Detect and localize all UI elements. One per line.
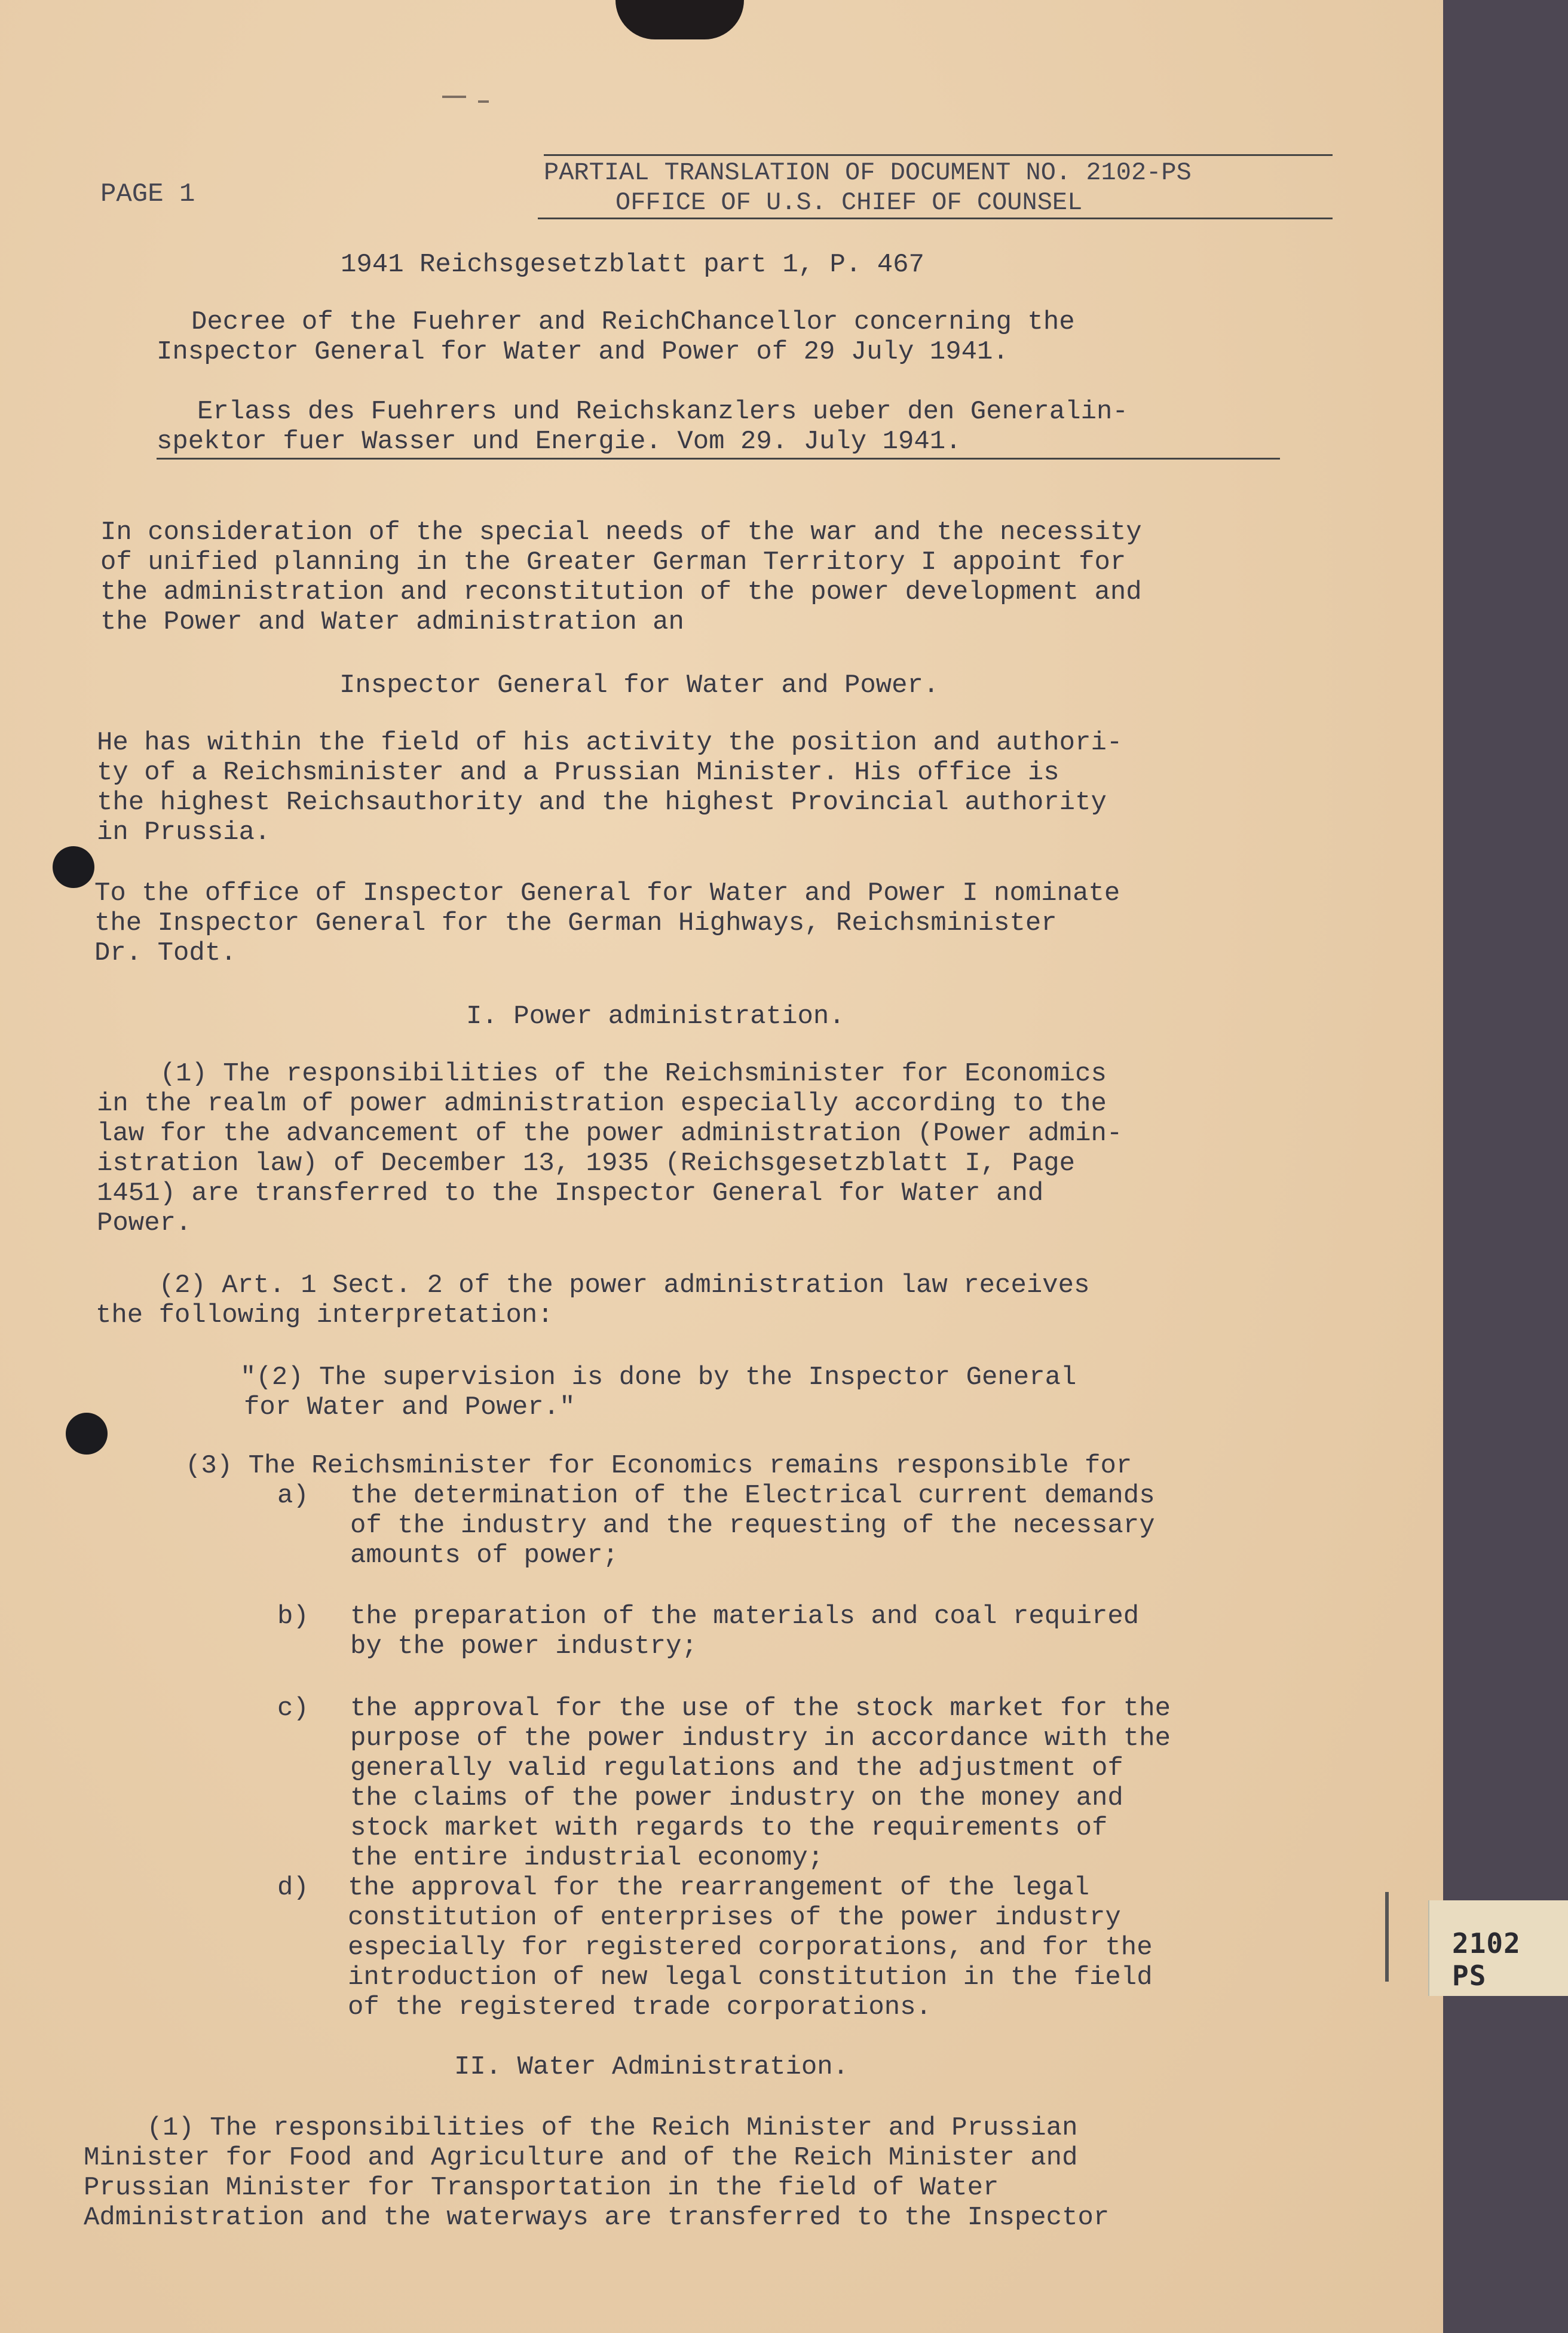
quote-line: for Water and Power." [244,1392,575,1422]
item-line: the approval for the use of the stock market for the [350,1694,1171,1723]
power-paragraph-3-intro: (3) The Reichsminister for Economics remains responsible for [185,1451,1132,1481]
paragraph-line: (1) The responsibilities of the Reichsminister for Economics [97,1059,1107,1089]
item-line: stock market with regards to the requirements of [350,1813,1108,1843]
paragraph-line: Administration and the waterways are transferred to the Inspector [84,2203,1110,2233]
office-title: OFFICE OF U.S. CHIEF OF COUNSEL [615,188,1083,217]
item-line: the approval for the rearrangement of the legal [348,1873,1090,1903]
item-line: the determination of the Electrical current demands [350,1481,1155,1511]
item-line: of the industry and the requesting of the necessary [350,1511,1155,1541]
paragraph-line: of unified planning in the Greater German Territory I appoint for [100,547,1126,577]
paragraph-line: the following interpretation: [96,1300,553,1330]
paragraph-line: the Inspector General for the German Highways, Reichsminister [94,908,1057,938]
item-letter: b) [277,1602,309,1631]
item-line: the preparation of the materials and coal required [350,1602,1140,1631]
margin-bracket [1385,1892,1389,1982]
paragraph-line: Power. [97,1208,192,1238]
german-title-line: Erlass des Fuehrers und Reichskanzlers ueber den Generalin- [197,397,1128,427]
tab-label: 2102 PS [1452,1927,1521,1992]
item-line: of the registered trade corporations. [348,1992,932,2022]
paragraph-line: law for the advancement of the power administration (Power admin- [97,1119,1123,1149]
item-line: generally valid regulations and the adjustment of [350,1753,1123,1783]
header-rule-top [544,154,1333,156]
section-title-water: II. Water Administration. [454,2052,849,2082]
paragraph-line: ty of a Reichsminister and a Prussian Minister. His office is [97,758,1059,788]
paragraph-line: He has within the field of his activity the position and authori- [97,728,1123,758]
decree-title-line: Decree of the Fuehrer and ReichChancellor concerning the [191,307,1075,337]
paragraph-line: Minister for Food and Agriculture and of the Reich Minister and [84,2143,1078,2173]
item-line: introduction of new legal constitution in the field [348,1962,1153,1992]
header-rule-bottom [538,218,1333,219]
paragraph-line: (2) Art. 1 Sect. 2 of the power administration law receives [96,1270,1090,1300]
paragraph-line: the highest Reichsauthority and the highest Provincial authority [97,788,1107,818]
paragraph-line: In consideration of the special needs of the war and the necessity [100,518,1142,547]
paragraph-line: the administration and reconstitution of the power development and [100,577,1142,607]
german-title-line: spektor fuer Wasser und Energie. Vom 29. July 1941. [157,427,961,457]
staple-mark [615,0,744,39]
german-title-underline [157,458,1280,460]
item-line: constitution of enterprises of the power industry [348,1903,1121,1933]
item-letter: c) [277,1694,309,1723]
citation: 1941 Reichsgesetzblatt part 1, P. 467 [341,250,924,280]
paragraph-line: Dr. Todt. [94,938,237,968]
translation-title: PARTIAL TRANSLATION OF DOCUMENT NO. 2102-PS [544,158,1192,187]
paragraph-line: Prussian Minister for Transportation in the field of Water [84,2173,999,2203]
page-label: PAGE 1 [100,179,195,209]
punch-hole-bottom [66,1413,108,1455]
appointment-title: Inspector General for Water and Power. [339,670,939,700]
ink-speck [478,100,489,103]
item-letter: a) [277,1481,309,1511]
paragraph-line: the Power and Water administration an [100,607,684,637]
paragraph-line: in the realm of power administration especially according to the [97,1089,1107,1119]
item-letter: d) [277,1873,309,1903]
item-line: the entire industrial economy; [350,1843,824,1873]
ink-speck [442,96,466,98]
paragraph-line: (1) The responsibilities of the Reich Minister and Prussian [84,2113,1078,2143]
section-title-power: I. Power administration. [466,1002,845,1031]
quote-line: "(2) The supervision is done by the Inspector General [240,1363,1077,1392]
item-line: purpose of the power industry in accordance with the [350,1723,1171,1753]
item-line: amounts of power; [350,1541,618,1570]
paragraph-line: To the office of Inspector General for Water and Power I nominate [94,878,1120,908]
paragraph-line: 1451) are transferred to the Inspector General for Water and [97,1178,1044,1208]
item-line: by the power industry; [350,1631,697,1661]
item-line: the claims of the power industry on the money and [350,1783,1123,1813]
decree-title-line: Inspector General for Water and Power of 29 July 1941. [157,337,1009,367]
punch-hole-top [53,846,94,888]
paragraph-line: in Prussia. [97,818,271,847]
item-line: especially for registered corporations, and for the [348,1933,1153,1962]
paragraph-line: istration law) of December 13, 1935 (Reichsgesetzblatt I, Page [97,1149,1076,1178]
